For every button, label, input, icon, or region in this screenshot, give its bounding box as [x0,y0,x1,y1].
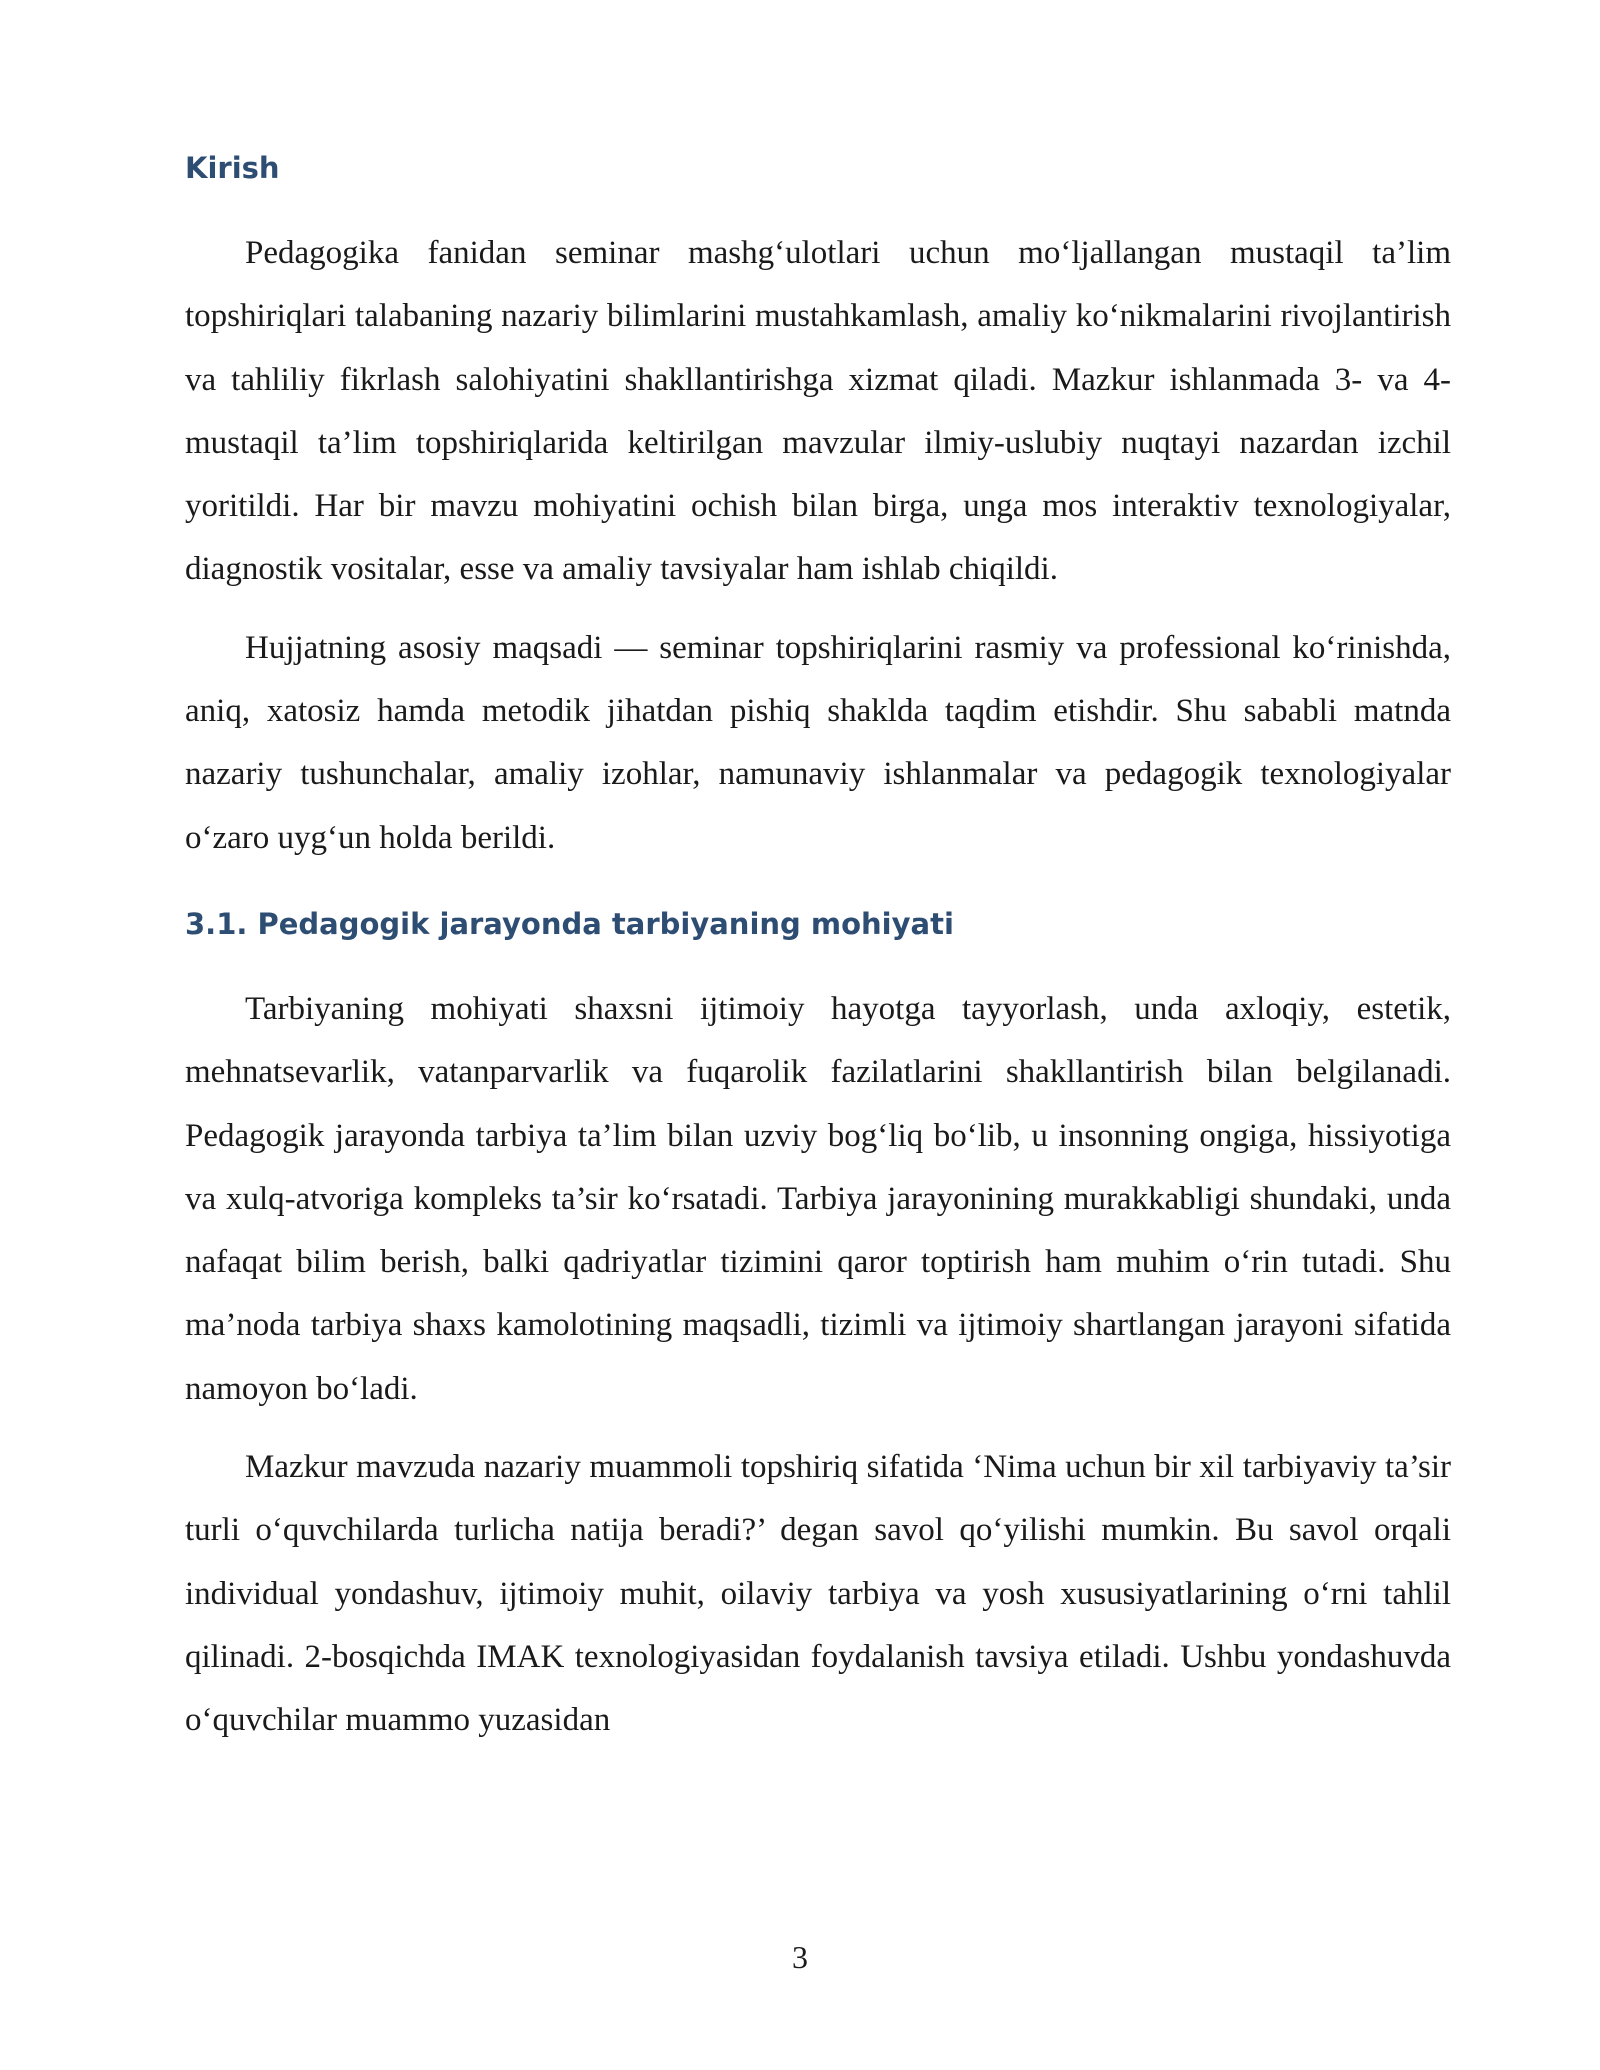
page-number: 3 [792,1939,808,1975]
page-content [185,148,1451,1768]
intro-paragraph-1: Pedagogika fanidan seminar mashg‘ulotlari uchun mo‘ljallangan mustaqil ta’lim topshiriqlari talabaning nazariy bilimlarini mustahkamlash, amaliy ko‘nikmalarini rivojlantirish va tahliliy fikrlash salohiyatini shakllantirishga xizmat qiladi. Mazkur ishlanmada 3- va 4-mustaqil ta’lim topshiriqlarida keltirilgan mavzular ilmiy-uslubiy nuqtayi nazardan izchil yoritildi. Har bir mavzu mohiyatini ochish bilan birga, unga mos interaktiv texnologiyalar, diagnostik vositalar, esse va amaliy tavsiyalar ham ishlab chiqildi. [185,235,1451,588]
section-paragraph-2: Mazkur mavzuda nazariy muammoli topshiriq sifatida ‘Nima uchun bir xil tarbiyaviy ta’sir turli o‘quvchilarda turlicha natija beradi?’ degan savol qo‘yilishi mumkin. Bu savol orqali individual yondashuv, ijtimoiy muhit, oilaviy tarbiya va yosh xususiyatlarining o‘rni tahlil qilinadi. 2-bosqichda IMAK texnologiyasidan foydalanish tavsiya etiladi. Ushbu yondashuvda o‘quvchilar muammo yuzasidan [185,1449,1451,1739]
intro-paragraph-2: Hujjatning asosiy maqsadi — seminar topshiriqlarini rasmiy va professional ko‘rinishda, aniq, xatosiz hamda metodik jihatdan pishiq shaklda taqdim etishdir. Shu sababli matnda nazariy tushunchalar, amaliy izohlar, namunaviy ishlanmalar va pedagogik texnologiyalar o‘zaro uyg‘un holda berildi. [185,629,1451,856]
section-paragraph-1: Tarbiyaning mohiyati shaxsni ijtimoiy hayotga tayyorlash, unda axloqiy, estetik, mehnatsevarlik, vatanparvarlik va fuqarolik fazilatlarini shakllantirish bilan belgilanadi. Pedagogik jarayonda tarbiya ta’lim bilan uzviy bog‘liq bo‘lib, u insonning ongiga, hissiyotiga va xulq-atvoriga kompleks ta’sir ko‘rsatadi. Tarbiya jarayonining murakkabligi shundaki, unda nafaqat bilim berish, balki qadriyatlar tizimini qaror toptirish ham muhim o‘rin tutadi. Shu ma’noda tarbiya shaxs kamolotining maqsadli, tizimli va ijtimoiy shartlangan jarayoni sifatida namoyon bo‘ladi. [185,990,1451,1407]
intro-heading: Kirish [185,151,280,185]
section-heading: 3.1. Pedagogik jarayonda tarbiyaning mohiyati [185,906,954,941]
